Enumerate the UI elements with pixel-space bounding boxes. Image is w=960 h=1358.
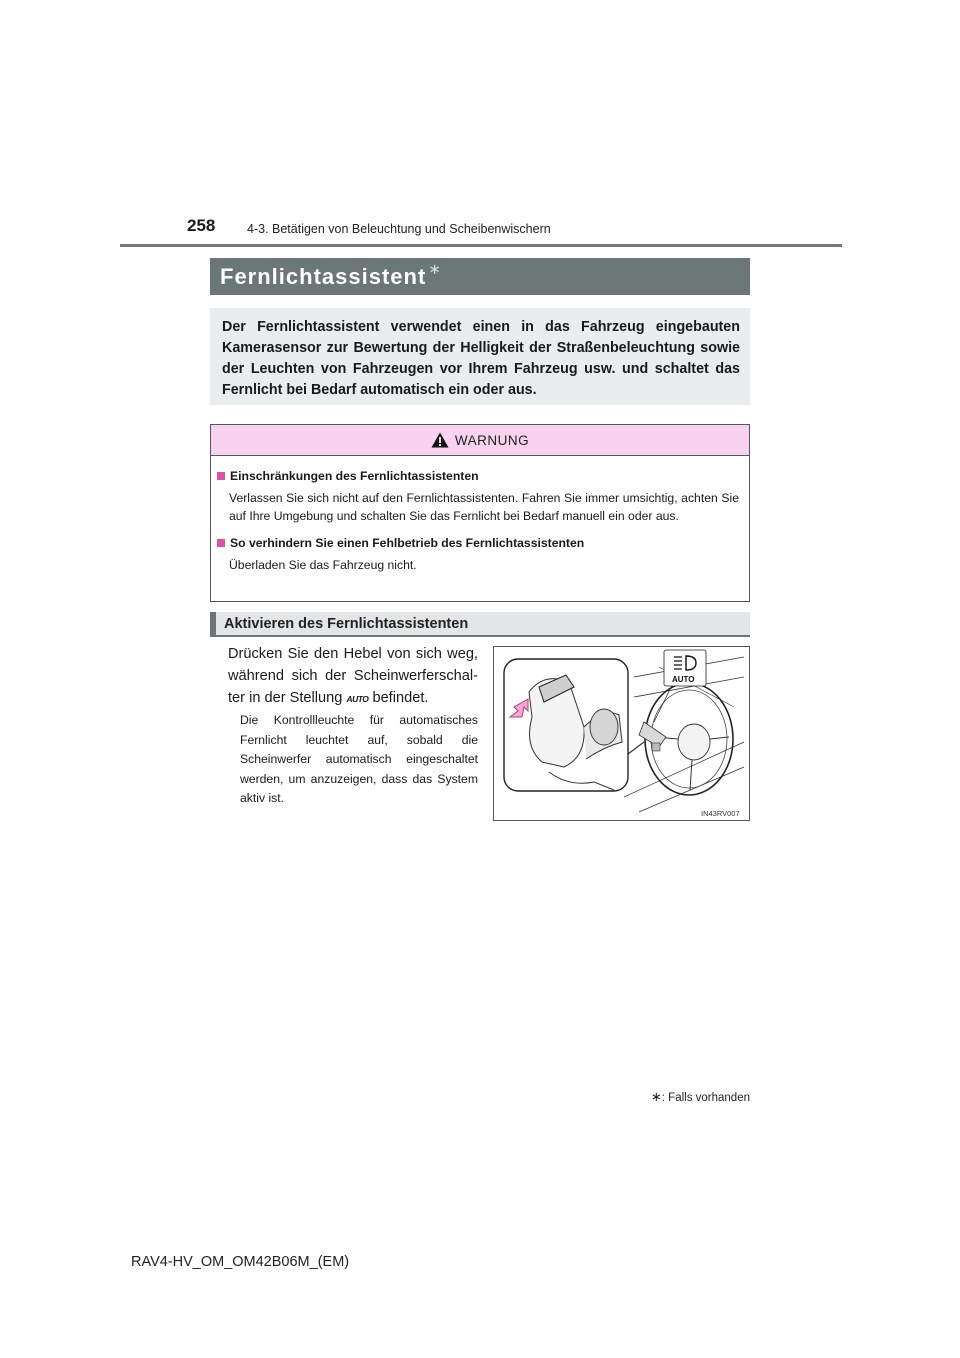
optional-equipment-mark: ∗ bbox=[428, 260, 442, 278]
note-text: Die Kontrollleuchte für automatisches Fernlicht leuchtet auf, sobald die Scheinwerfer automatisch eingeschaltet werden, um anzuzeigen, dass das System aktiv ist. bbox=[240, 713, 478, 805]
warning-item bbox=[211, 467, 749, 525]
auto-symbol: AUTO bbox=[346, 694, 369, 704]
warning-item-title: Einschränkungen des Fernlichtassistenten bbox=[230, 469, 479, 483]
instruction-part: Drücken Sie den Hebel von sich weg, während sich der Scheinwerferschalter in der Stellung bbox=[228, 646, 478, 706]
subsection-title-bar bbox=[210, 612, 750, 637]
lever-illustration bbox=[493, 646, 750, 821]
footnote-text: : Falls vorhanden bbox=[661, 1092, 750, 1104]
chapter-title: 4-3. Betätigen von Beleuchtung und Scheibenwischern bbox=[247, 222, 551, 236]
header-rule bbox=[120, 244, 842, 247]
subsection-accent bbox=[210, 612, 216, 635]
warning-box bbox=[210, 424, 750, 602]
footnote bbox=[651, 1089, 750, 1105]
intro-text: Der Fernlichtassistent verwendet einen in das Fahrzeug eingebauten Kamerasensor zur Bewertung der Helligkeit der Straßenbeleuchtung sowie der Leuchten von Fahrzeugen vor Ihrem Fahrzeug usw. und schaltet das Fernlicht bei Bedarf automatisch ein oder aus. bbox=[210, 308, 750, 405]
pink-square-bullet-icon bbox=[217, 472, 225, 480]
figure-code: IN43RV007 bbox=[701, 809, 740, 818]
indicator-auto-label: AUTO bbox=[672, 675, 695, 684]
pink-square-bullet-icon bbox=[217, 539, 225, 547]
document-code: RAV4-HV_OM_OM42B06M_(EM) bbox=[131, 1254, 350, 1270]
lever-diagram-icon bbox=[494, 647, 749, 820]
warning-triangle-icon bbox=[431, 432, 449, 448]
instruction-part: befindet. bbox=[372, 690, 429, 706]
warning-item bbox=[211, 534, 749, 574]
instruction-text bbox=[228, 643, 478, 710]
warning-label: WARNUNG bbox=[454, 432, 530, 448]
warning-item-text: Verlassen Sie sich nicht auf den Fernlichtassistenten. Fahren Sie immer umsichtig, achten Sie auf Ihre Umgebung und schalten Sie das Fernlicht bei Bedarf manuell ein oder aus. bbox=[229, 491, 739, 523]
warning-item-text: Überladen Sie das Fahrzeug nicht. bbox=[229, 558, 417, 572]
footnote-mark: ∗ bbox=[650, 1089, 662, 1104]
warning-item-title: So verhindern Sie einen Fehlbetrieb des Fernlichtassistenten bbox=[230, 536, 585, 550]
section-title: Fernlichtassistent bbox=[220, 263, 427, 289]
warning-header bbox=[211, 425, 749, 456]
subsection-title: Aktivieren des Fernlichtassistenten bbox=[224, 616, 469, 632]
page-number: 258 bbox=[187, 216, 216, 235]
section-title-bar bbox=[210, 258, 750, 295]
